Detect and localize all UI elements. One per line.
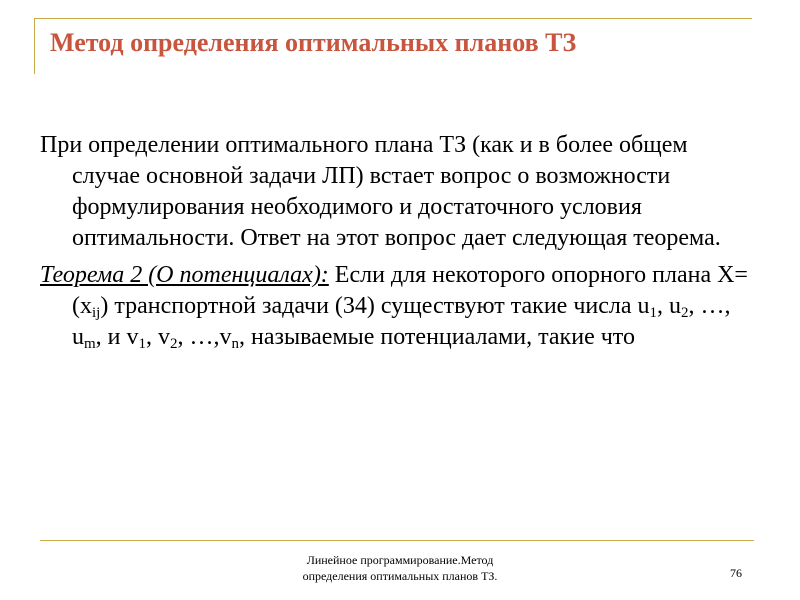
theorem-text-3: , u	[657, 293, 682, 319]
title-frame-top-line	[34, 18, 752, 19]
intro-paragraph: При определении оптимального плана ТЗ (как и в более общем случае основной задачи ЛП) встает вопрос о возможности формулирования необходимого и достаточного условия оптимальности. Ответ на этот вопрос дает следующая теорема.	[40, 132, 721, 251]
footer-caption	[250, 552, 550, 584]
slide-content	[40, 130, 755, 359]
footer-line-2: определения оптимальных планов ТЗ.	[302, 569, 498, 583]
title-frame-left-line	[34, 18, 35, 74]
subscript-v2: 2	[170, 336, 178, 352]
subscript-vn: n	[231, 336, 240, 352]
theorem-paragraph	[40, 260, 755, 353]
theorem-text-1: Если для некоторого опорного плана X=(x	[72, 262, 748, 319]
subscript-v1: 1	[138, 336, 147, 352]
theorem-text-6: , v	[146, 324, 171, 350]
page-number: 76	[730, 566, 742, 580]
subscript-u1: 1	[649, 305, 658, 321]
slide-title: Метод определения оптимальных планов ТЗ	[50, 28, 577, 57]
theorem-text-7: , …,v	[177, 324, 232, 350]
subscript-um: m	[84, 336, 96, 352]
theorem-text-5: , и v	[95, 324, 139, 350]
footer-divider	[40, 540, 754, 541]
theorem-text-4: , …, u	[72, 293, 731, 350]
theorem-label: Теорема 2 (О потенциалах):	[40, 262, 329, 288]
subscript-ij: ij	[92, 305, 101, 321]
theorem-text-8: , называемые потенциалами, такие что	[239, 324, 635, 350]
subscript-u2: 2	[681, 305, 689, 321]
theorem-text-2: ) транспортной задачи (34) существуют такие числа u	[100, 293, 650, 319]
footer-line-1: Линейное программирование.Метод	[306, 553, 494, 567]
